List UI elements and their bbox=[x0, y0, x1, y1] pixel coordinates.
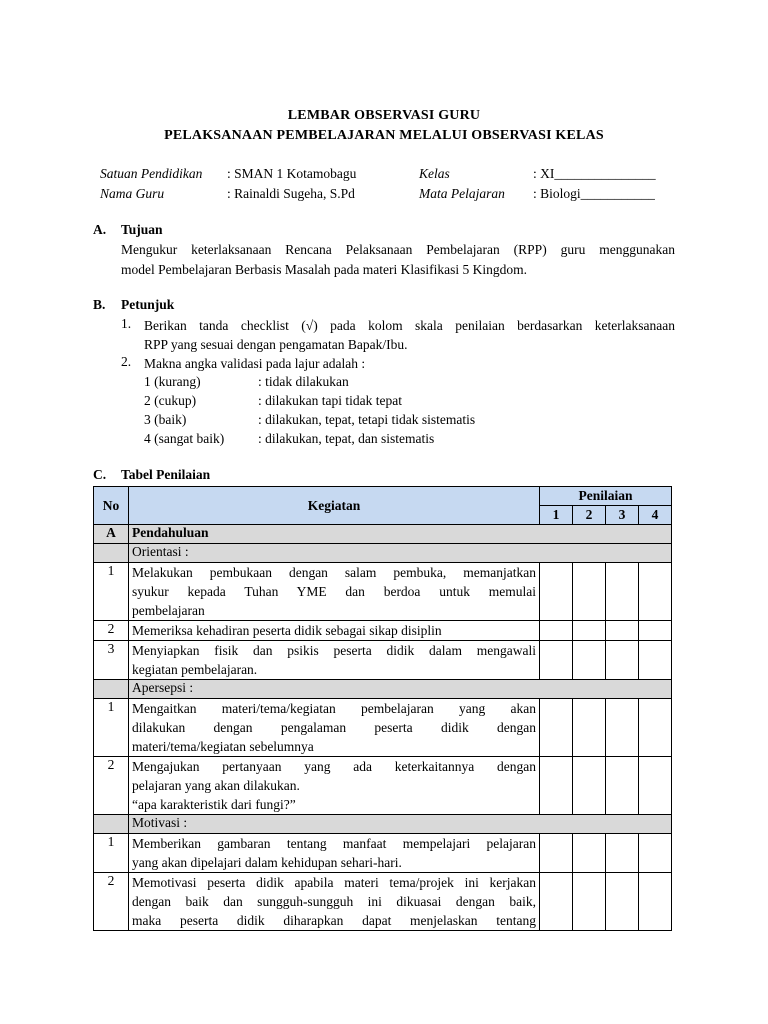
instruction-2-text: Makna angka validasi pada lajur adalah : bbox=[144, 356, 366, 371]
score-cell-3[interactable] bbox=[606, 641, 639, 680]
score-cell-4[interactable] bbox=[639, 873, 672, 931]
subsection-title: Apersepsi : bbox=[129, 680, 672, 699]
score-cell-3[interactable] bbox=[606, 621, 639, 641]
kegiatan-line: “apa karakteristik dari fungi?” bbox=[132, 797, 296, 812]
kelas-value: : XI_______________ bbox=[533, 166, 656, 181]
row-kegiatan bbox=[129, 621, 540, 641]
score-cell-1[interactable] bbox=[540, 641, 573, 680]
score-cell-3[interactable] bbox=[606, 834, 639, 873]
kegiatan-line: Mengajukan pertanyaan yang ada keterkaitannya dengan bbox=[132, 759, 536, 774]
empty-cell bbox=[94, 815, 129, 834]
kegiatan-line: Memotivasi peserta didik apabila materi tema/projek ini kerjakan bbox=[132, 875, 536, 890]
nama-value: : Rainaldi Sugeha, S.Pd bbox=[227, 186, 355, 201]
kegiatan-line: dilakukan dengan pengalaman peserta didik dengan bbox=[132, 720, 536, 735]
kegiatan-line: Memberikan gambaran tentang manfaat mempelajari pelajaran bbox=[132, 836, 536, 851]
scale-row bbox=[144, 374, 349, 390]
section-a-text bbox=[121, 240, 675, 280]
subsection-title: Orientasi : bbox=[129, 544, 672, 563]
kegiatan-line: pembelajaran bbox=[132, 603, 205, 618]
score-cell-2[interactable] bbox=[573, 699, 606, 757]
score-cell-4[interactable] bbox=[639, 621, 672, 641]
scale-value: : dilakukan, tepat, dan sistematis bbox=[258, 431, 435, 446]
header-score-3: 3 bbox=[606, 506, 639, 525]
kegiatan-line: dengan baik dan sungguh-sungguh ini dikuasai dengan baik, bbox=[132, 894, 536, 909]
scale-value: : dilakukan tapi tidak tepat bbox=[258, 393, 402, 408]
score-cell-4[interactable] bbox=[639, 563, 672, 621]
row-no: 1 bbox=[94, 834, 129, 873]
section-title: Pendahuluan bbox=[129, 525, 672, 544]
score-cell-1[interactable] bbox=[540, 699, 573, 757]
kegiatan-line: pelajaran yang akan dilakukan. bbox=[132, 778, 300, 793]
kegiatan-line: materi/tema/kegiatan sebelumnya bbox=[132, 739, 314, 754]
score-cell-1[interactable] bbox=[540, 873, 573, 931]
score-cell-3[interactable] bbox=[606, 873, 639, 931]
header-no: No bbox=[94, 487, 129, 525]
score-cell-2[interactable] bbox=[573, 873, 606, 931]
kegiatan-line: Melakukan pembukaan dengan salam pembuka, memanjatkan bbox=[132, 565, 536, 580]
table-row bbox=[94, 873, 672, 931]
section-a-title: Tujuan bbox=[121, 222, 163, 237]
header-score-4: 4 bbox=[639, 506, 672, 525]
section-b-letter: B. bbox=[93, 297, 106, 312]
row-kegiatan bbox=[129, 757, 540, 815]
kegiatan-line: Menyiapkan fisik dan psikis peserta didik dalam mengawali bbox=[132, 643, 536, 658]
section-b-title: Petunjuk bbox=[121, 297, 175, 312]
table-row bbox=[94, 834, 672, 873]
table-row bbox=[94, 699, 672, 757]
row-no: 2 bbox=[94, 757, 129, 815]
section-a-letter: A. bbox=[93, 222, 107, 237]
section-a-line: Mengukur keterlaksanaan Rencana Pelaksanaan Pembelajaran (RPP) guru menggunakan bbox=[121, 242, 675, 257]
assessment-table bbox=[93, 486, 672, 931]
score-cell-4[interactable] bbox=[639, 834, 672, 873]
score-cell-1[interactable] bbox=[540, 757, 573, 815]
score-cell-2[interactable] bbox=[573, 641, 606, 680]
section-no: A bbox=[94, 525, 129, 544]
row-no: 1 bbox=[94, 563, 129, 621]
score-cell-3[interactable] bbox=[606, 563, 639, 621]
score-cell-3[interactable] bbox=[606, 757, 639, 815]
score-cell-4[interactable] bbox=[639, 699, 672, 757]
row-no: 2 bbox=[94, 873, 129, 931]
scale-key: 2 (cukup) bbox=[144, 393, 197, 408]
row-kegiatan bbox=[129, 834, 540, 873]
row-kegiatan bbox=[129, 873, 540, 931]
satuan-value: : SMAN 1 Kotamobagu bbox=[227, 166, 357, 181]
kegiatan-line: syukur kepada Tuhan YME dan berdoa untuk memulai bbox=[132, 584, 536, 599]
empty-cell bbox=[94, 680, 129, 699]
table-row bbox=[94, 641, 672, 680]
scale-key: 1 (kurang) bbox=[144, 374, 201, 389]
instruction-1-text bbox=[144, 316, 675, 354]
subsection-row bbox=[94, 544, 672, 563]
scale-row bbox=[144, 412, 475, 428]
row-kegiatan bbox=[129, 563, 540, 621]
score-cell-1[interactable] bbox=[540, 563, 573, 621]
header-penilaian: Penilaian bbox=[540, 487, 672, 506]
doc-title: LEMBAR OBSERVASI GURU bbox=[287, 108, 481, 123]
score-cell-1[interactable] bbox=[540, 834, 573, 873]
table-row bbox=[94, 621, 672, 641]
table-row bbox=[94, 757, 672, 815]
kegiatan-line: yang akan dipelajari dalam kehidupan sehari-hari. bbox=[132, 855, 402, 870]
instruction-1-line: RPP yang sesuai dengan pengamatan Bapak/Ibu. bbox=[144, 337, 408, 352]
kelas-label: Kelas bbox=[419, 166, 450, 181]
row-no: 3 bbox=[94, 641, 129, 680]
kegiatan-line: maka peserta didik diharapkan dapat menjelaskan tentang bbox=[132, 913, 536, 928]
table-row bbox=[94, 563, 672, 621]
scale-row bbox=[144, 393, 402, 409]
header-score-1: 1 bbox=[540, 506, 573, 525]
nama-label: Nama Guru bbox=[100, 186, 165, 201]
score-cell-2[interactable] bbox=[573, 621, 606, 641]
section-row bbox=[94, 525, 672, 544]
instruction-1-number: 1. bbox=[121, 316, 132, 331]
row-no: 1 bbox=[94, 699, 129, 757]
scale-row bbox=[144, 431, 434, 447]
empty-cell bbox=[94, 544, 129, 563]
satuan-label: Satuan Pendidikan bbox=[100, 166, 203, 181]
header-score-2: 2 bbox=[573, 506, 606, 525]
kegiatan-line: kegiatan pembelajaran. bbox=[132, 662, 258, 677]
instruction-1-line: Berikan tanda checklist (√) pada kolom skala penilaian berdasarkan keterlaksanaan bbox=[144, 318, 675, 333]
score-cell-2[interactable] bbox=[573, 757, 606, 815]
scale-value: : dilakukan, tepat, tetapi tidak sistematis bbox=[258, 412, 476, 427]
subsection-row bbox=[94, 815, 672, 834]
subsection-title: Motivasi : bbox=[129, 815, 672, 834]
scale-key: 4 (sangat baik) bbox=[144, 431, 225, 446]
score-cell-4[interactable] bbox=[639, 641, 672, 680]
doc-subtitle: PELAKSANAAN PEMBELAJARAN MELALUI OBSERVASI KELAS bbox=[164, 128, 604, 143]
score-cell-1[interactable] bbox=[540, 621, 573, 641]
mapel-label: Mata Pelajaran bbox=[419, 186, 505, 201]
section-a-line: model Pembelajaran Berbasis Masalah pada materi Klasifikasi 5 Kingdom. bbox=[121, 262, 528, 277]
score-cell-4[interactable] bbox=[639, 757, 672, 815]
score-cell-2[interactable] bbox=[573, 563, 606, 621]
score-cell-3[interactable] bbox=[606, 699, 639, 757]
subsection-row bbox=[94, 680, 672, 699]
section-c-title: Tabel Penilaian bbox=[121, 467, 211, 482]
mapel-value: : Biologi___________ bbox=[533, 186, 655, 201]
section-c-letter: C. bbox=[93, 467, 107, 482]
header-kegiatan: Kegiatan bbox=[129, 487, 540, 525]
instruction-2-number: 2. bbox=[121, 354, 132, 369]
kegiatan-line: Memeriksa kehadiran peserta didik sebagai sikap disiplin bbox=[132, 623, 442, 638]
score-cell-2[interactable] bbox=[573, 834, 606, 873]
row-no: 2 bbox=[94, 621, 129, 641]
scale-key: 3 (baik) bbox=[144, 412, 187, 427]
row-kegiatan bbox=[129, 641, 540, 680]
scale-value: : tidak dilakukan bbox=[258, 374, 349, 389]
kegiatan-line: Mengaitkan materi/tema/kegiatan pembelajaran yang akan bbox=[132, 701, 536, 716]
row-kegiatan bbox=[129, 699, 540, 757]
